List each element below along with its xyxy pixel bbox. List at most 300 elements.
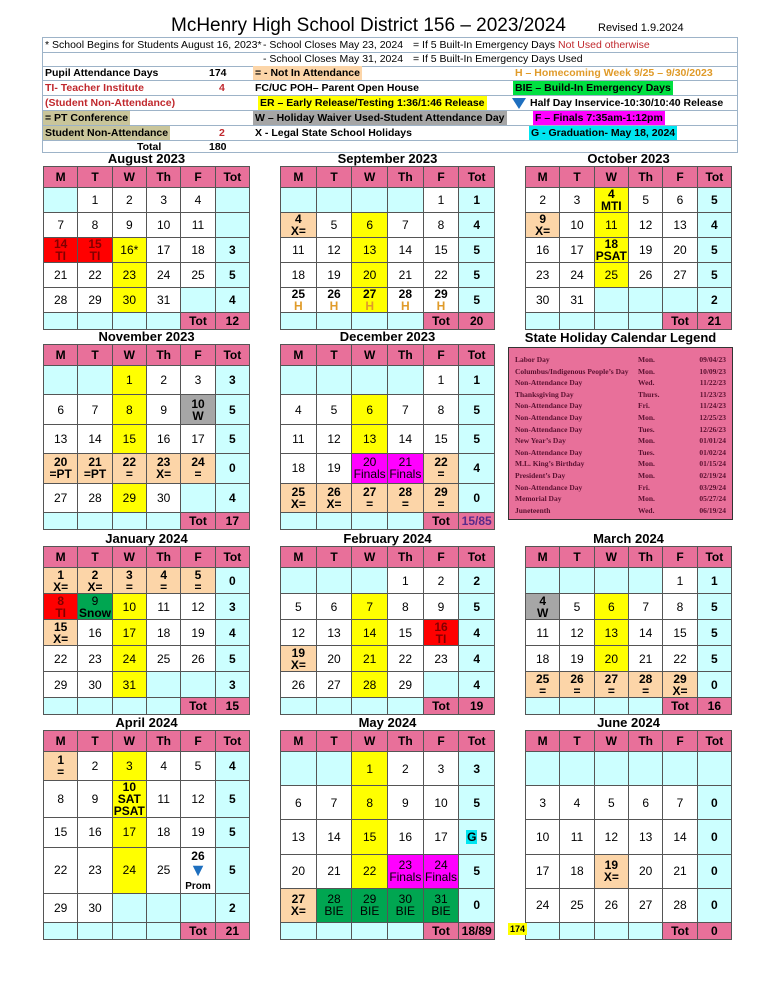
week-total xyxy=(459,425,495,454)
day-cell xyxy=(560,288,594,313)
week-total xyxy=(216,238,250,263)
cell-text: 4 xyxy=(473,625,480,640)
day-cell xyxy=(388,568,424,594)
day-cell xyxy=(629,820,663,854)
month-june-2024 xyxy=(525,716,732,940)
day-cell xyxy=(44,672,78,698)
cell-text: 21 xyxy=(362,651,377,666)
cell-text: 11 xyxy=(157,792,170,807)
weekday-header: Tot xyxy=(698,547,732,568)
day-cell xyxy=(560,672,594,698)
day-cell xyxy=(595,620,629,646)
day-cell xyxy=(388,786,424,820)
legend-row xyxy=(43,126,737,141)
graduation-key: G - Graduation- May 18, 2024 xyxy=(531,127,676,139)
cell-text: 12 xyxy=(327,431,341,446)
day-cell xyxy=(424,855,460,889)
month-title: October 2023 xyxy=(587,151,670,166)
cell-text: = xyxy=(539,683,547,698)
week-total xyxy=(459,288,495,313)
day-cell xyxy=(181,484,215,513)
empty-cell xyxy=(281,923,317,940)
cell-text: 4 xyxy=(228,293,236,307)
cell-text: 5 xyxy=(228,268,236,282)
weekday-header: Th xyxy=(629,167,663,188)
cell-text: 2 xyxy=(710,293,718,307)
day-cell xyxy=(388,646,424,672)
day-cell xyxy=(281,425,317,454)
empty-cell xyxy=(595,923,629,940)
month-total: 21 xyxy=(698,313,732,330)
cell-text: 16 xyxy=(398,829,412,844)
empty-cell xyxy=(78,698,112,715)
day-cell xyxy=(181,672,215,698)
holiday-row xyxy=(515,424,726,436)
day-cell xyxy=(388,484,424,513)
empty-cell xyxy=(352,313,388,330)
holiday-name: New Year’s Day xyxy=(515,436,566,446)
day-cell xyxy=(147,894,181,923)
early-release-key: ER – Early Release/Testing 1:36/1:46 Release xyxy=(260,97,485,109)
cell-text: 2 xyxy=(539,193,546,207)
empty-cell xyxy=(44,698,78,715)
day-cell xyxy=(595,288,629,313)
cell-text: 23 xyxy=(88,651,102,666)
empty-cell xyxy=(317,698,353,715)
day-cell xyxy=(352,238,388,263)
legend-row xyxy=(43,111,737,126)
day-cell xyxy=(424,889,460,923)
cell-text: 13 xyxy=(673,218,687,232)
day-cell xyxy=(317,188,353,213)
cell-text: 29 xyxy=(53,677,68,692)
week-total xyxy=(698,820,732,854)
month-grid xyxy=(525,546,732,715)
cell-text: 3 xyxy=(228,243,236,257)
cell-text: 26 xyxy=(327,484,341,499)
cell-text: 17 xyxy=(122,625,136,640)
cell-text: 23 xyxy=(88,863,102,878)
cell-text: 8 xyxy=(57,792,64,807)
holiday-name: Labor Day xyxy=(515,355,550,364)
cell-text: 0 xyxy=(710,795,718,810)
cell-text: X= xyxy=(290,657,306,672)
cell-text: 15 xyxy=(398,625,412,640)
cell-text: 18 xyxy=(156,825,171,840)
cell-text: H xyxy=(400,299,410,313)
cell-text: 12 xyxy=(570,625,584,640)
cell-text: = xyxy=(125,467,133,482)
empty-cell xyxy=(352,698,388,715)
cell-text: BIE xyxy=(359,904,380,919)
weekday-header: W xyxy=(113,731,147,752)
homecoming-key: H – Homecoming Week 9/25 – 9/30/2023 xyxy=(515,67,713,79)
day-cell xyxy=(281,288,317,313)
day-cell xyxy=(526,889,560,923)
week-total xyxy=(459,366,495,395)
weekday-header: Th xyxy=(388,345,424,366)
holiday-row xyxy=(515,412,726,424)
holiday-row xyxy=(515,354,726,366)
cell-text: TI xyxy=(55,605,66,620)
day-cell xyxy=(629,672,663,698)
cell-text: = xyxy=(642,683,650,698)
weekday-header: W xyxy=(352,167,388,188)
day-cell xyxy=(44,781,78,818)
day-cell xyxy=(113,454,147,483)
cell-text: 5 xyxy=(228,402,236,417)
day-cell xyxy=(281,188,317,213)
weekday-header: Th xyxy=(388,731,424,752)
day-cell xyxy=(424,395,460,424)
cell-text: 5 xyxy=(194,567,202,582)
cell-text: 2 xyxy=(401,761,409,776)
cell-text: 4 xyxy=(228,490,236,505)
cell-text: 12 xyxy=(191,599,205,614)
holiday-date: 01/01/24 xyxy=(699,436,726,446)
week-total xyxy=(459,672,495,698)
empty-cell xyxy=(147,513,181,530)
week-total xyxy=(459,454,495,483)
day-cell xyxy=(317,594,353,620)
week-total xyxy=(698,646,732,672)
day-cell xyxy=(595,263,629,288)
day-cell xyxy=(526,786,560,820)
day-cell xyxy=(181,848,215,894)
month-grid xyxy=(280,730,495,940)
holiday-row xyxy=(515,470,726,482)
cell-text: 25 xyxy=(291,287,305,301)
cell-text: 2 xyxy=(228,900,236,915)
day-cell xyxy=(317,425,353,454)
cell-text: 6 xyxy=(676,193,684,207)
holiday-day: Wed. xyxy=(638,378,655,388)
month-title: September 2023 xyxy=(337,151,438,166)
day-cell xyxy=(317,484,353,513)
cell-text: 25 xyxy=(191,268,205,282)
empty-cell xyxy=(317,923,353,940)
day-cell xyxy=(663,855,697,889)
cell-text: 2 xyxy=(473,573,480,588)
day-cell xyxy=(78,752,112,781)
half-day-triangle-icon: ▼ xyxy=(189,859,207,880)
weekday-header: Th xyxy=(147,547,181,568)
cell-text: 7 xyxy=(401,402,409,417)
month-total-label: Tot xyxy=(424,513,460,530)
holiday-row xyxy=(515,505,726,517)
week-total xyxy=(459,646,495,672)
day-cell xyxy=(595,646,629,672)
cell-text: 3 xyxy=(473,761,480,776)
cell-text: 13 xyxy=(327,625,341,640)
month-total-label: Tot xyxy=(663,923,697,940)
holiday-name: Memorial Day xyxy=(515,494,562,504)
cell-text: 9 xyxy=(401,795,409,810)
day-cell xyxy=(352,672,388,698)
cell-text: 9 xyxy=(160,402,167,417)
day-cell xyxy=(352,568,388,594)
cell-text: 26 xyxy=(570,671,584,686)
holiday-date: 10/09/23 xyxy=(699,366,726,376)
parent-open-house-key: FC/UC POH– Parent Open House xyxy=(255,82,419,94)
total-value: 5 xyxy=(480,829,488,844)
cell-text: X= xyxy=(53,631,69,646)
cell-text: 11 xyxy=(191,218,205,232)
day-cell xyxy=(78,366,112,395)
cell-text: 0 xyxy=(710,864,718,879)
day-cell xyxy=(113,288,147,313)
day-cell xyxy=(147,752,181,781)
cell-text: 5 xyxy=(710,651,718,666)
cell-text: 18 xyxy=(604,237,618,251)
cell-text: 15 xyxy=(53,619,68,634)
day-cell xyxy=(44,288,78,313)
day-cell xyxy=(44,568,78,594)
week-total xyxy=(459,188,495,213)
cell-text: 27 xyxy=(604,671,618,686)
weekday-header: W xyxy=(113,167,147,188)
cell-text: 27 xyxy=(673,268,687,282)
weekday-header: F xyxy=(424,345,460,366)
day-cell xyxy=(526,288,560,313)
cell-text: 10 xyxy=(570,218,584,232)
cell-text: 11 xyxy=(292,243,305,257)
cell-text: MTI xyxy=(600,199,622,213)
cell-text: 17 xyxy=(156,243,171,257)
day-cell xyxy=(281,263,317,288)
holiday-name: Juneteenth xyxy=(515,505,551,515)
day-cell xyxy=(526,594,560,620)
cell-text: 4 xyxy=(294,402,302,417)
cell-text: 2 xyxy=(125,193,133,207)
week-total xyxy=(698,263,732,288)
month-title: December 2023 xyxy=(339,329,436,344)
cell-text: 11 xyxy=(157,599,170,614)
day-cell xyxy=(147,484,181,513)
cell-text: 18 xyxy=(570,864,584,879)
day-cell xyxy=(147,454,181,483)
cell-text: 22 xyxy=(362,864,377,879)
day-cell xyxy=(388,820,424,854)
weekday-header: Th xyxy=(629,731,663,752)
day-cell xyxy=(113,395,147,424)
day-cell xyxy=(317,395,353,424)
empty-cell xyxy=(281,313,317,330)
day-cell xyxy=(560,889,594,923)
empty-cell xyxy=(352,923,388,940)
holiday-name: Non-Attendance Day xyxy=(515,424,583,434)
day-cell xyxy=(352,395,388,424)
day-cell xyxy=(663,238,697,263)
holiday-day: Thurs. xyxy=(638,389,660,399)
cell-text: 5 xyxy=(473,402,480,417)
day-cell xyxy=(424,752,460,786)
cell-text: 16 xyxy=(535,243,550,257)
holiday-date: 11/22/23 xyxy=(699,378,726,388)
day-cell xyxy=(352,288,388,313)
cell-text: 26 xyxy=(291,677,305,692)
weekday-header: F xyxy=(181,731,215,752)
legend-row xyxy=(43,66,737,81)
close1-note-text: = If 5 Built-In Emergency Days xyxy=(413,39,556,51)
cell-text: 10 xyxy=(535,829,550,844)
cell-text: 4 xyxy=(473,218,480,232)
month-title: August 2023 xyxy=(107,151,186,166)
day-cell xyxy=(629,263,663,288)
day-cell xyxy=(663,752,697,786)
empty-cell xyxy=(629,698,663,715)
cell-text: 5 xyxy=(473,864,480,879)
week-total xyxy=(459,620,495,646)
holiday-name: President’s Day xyxy=(515,470,566,480)
cell-text: 21 xyxy=(53,268,68,282)
holiday-day: Mon. xyxy=(638,459,655,469)
holiday-name: Non-Attendance Day xyxy=(515,482,583,492)
cell-text: 30 xyxy=(398,892,412,907)
cell-text: = xyxy=(125,579,133,594)
cell-text: 20 xyxy=(362,268,377,282)
day-cell xyxy=(352,889,388,923)
cell-text: 16 xyxy=(88,625,102,640)
day-cell xyxy=(147,188,181,213)
cell-text: 1 xyxy=(125,373,133,388)
month-total: 0 xyxy=(698,923,732,940)
cell-text: 7 xyxy=(642,599,649,614)
empty-cell xyxy=(526,698,560,715)
week-total xyxy=(698,188,732,213)
cell-text: 24 xyxy=(122,863,136,878)
weekday-header: Tot xyxy=(216,167,250,188)
day-cell xyxy=(388,425,424,454)
holiday-row xyxy=(515,447,726,459)
day-cell xyxy=(352,620,388,646)
cell-text: 10 xyxy=(191,396,205,411)
month-total: 18/89 xyxy=(459,923,495,940)
week-total xyxy=(698,238,732,263)
day-cell xyxy=(113,188,147,213)
cell-text: Snow xyxy=(78,605,111,620)
empty-cell xyxy=(44,313,78,330)
cell-text: 0 xyxy=(710,677,718,692)
close1-note-red: Not Used otherwise xyxy=(558,39,650,51)
legend-row xyxy=(43,52,737,67)
cell-text: 14 xyxy=(327,829,341,844)
cell-text: 5 xyxy=(642,193,649,207)
cell-text: 4 xyxy=(160,567,167,582)
empty-cell xyxy=(352,513,388,530)
day-cell xyxy=(352,820,388,854)
day-cell xyxy=(181,366,215,395)
cell-text: 10 xyxy=(122,780,136,795)
cell-text: PSAT xyxy=(113,804,145,819)
day-cell xyxy=(352,855,388,889)
week-total xyxy=(216,818,250,847)
day-cell xyxy=(147,238,181,263)
holiday-name: Non-Attendance Day xyxy=(515,401,583,411)
cell-text: 17 xyxy=(191,431,205,446)
day-cell xyxy=(78,484,112,513)
day-cell xyxy=(78,568,112,594)
cell-text: 20 xyxy=(327,651,341,666)
day-cell xyxy=(113,646,147,672)
day-cell xyxy=(352,425,388,454)
cell-text: 31 xyxy=(156,293,171,307)
cell-text: 16* xyxy=(120,243,139,257)
weekday-header: T xyxy=(317,731,353,752)
week-total xyxy=(216,484,250,513)
day-cell xyxy=(424,484,460,513)
day-cell xyxy=(147,395,181,424)
day-cell xyxy=(78,188,112,213)
cell-text: 8 xyxy=(437,402,445,417)
day-cell xyxy=(181,894,215,923)
month-january-2024 xyxy=(43,532,250,715)
cell-text: X= xyxy=(326,496,342,511)
cell-text: 1 xyxy=(676,573,684,588)
key-legend xyxy=(42,37,738,153)
holiday-row xyxy=(515,482,726,494)
weekday-header: Tot xyxy=(459,731,495,752)
total-value: 180 xyxy=(209,141,227,153)
month-title: April 2024 xyxy=(115,715,178,730)
cell-text: 12 xyxy=(191,792,205,807)
cell-text: 12 xyxy=(291,625,305,640)
cell-text: 20 xyxy=(638,864,653,879)
cell-text: 30 xyxy=(122,293,136,307)
empty-cell xyxy=(113,313,147,330)
cell-text: 28 xyxy=(362,677,377,692)
day-cell xyxy=(560,855,594,889)
day-cell xyxy=(281,646,317,672)
cell-text: 19 xyxy=(638,243,653,257)
cell-text: 7 xyxy=(330,795,338,810)
day-cell xyxy=(113,848,147,894)
day-cell xyxy=(424,454,460,483)
day-cell xyxy=(352,213,388,238)
holiday-day: Tues. xyxy=(638,447,655,457)
cell-text: 1 xyxy=(401,573,409,588)
weekday-header: Tot xyxy=(459,547,495,568)
day-cell xyxy=(317,889,353,923)
cell-text: PSAT xyxy=(595,249,627,263)
week-total xyxy=(459,855,495,889)
cell-text: TI xyxy=(55,249,66,263)
week-total xyxy=(459,820,495,854)
cell-text: 10 xyxy=(122,599,136,614)
empty-cell xyxy=(388,513,424,530)
week-total xyxy=(216,454,250,483)
cell-text: 1 xyxy=(710,573,718,588)
day-cell xyxy=(181,238,215,263)
cell-text: 13 xyxy=(362,243,377,257)
cell-text: 22 xyxy=(53,651,68,666)
cell-text: SAT xyxy=(117,792,141,807)
cell-text: 27 xyxy=(53,490,68,505)
cell-text: 2 xyxy=(160,373,167,388)
holiday-row xyxy=(515,493,726,505)
cell-text: 24 xyxy=(156,268,171,282)
cell-text: 1 xyxy=(57,753,64,768)
day-cell xyxy=(424,568,460,594)
empty-cell xyxy=(560,923,594,940)
cell-text: 19 xyxy=(327,461,341,476)
holiday-row xyxy=(515,366,726,378)
cell-text: 5 xyxy=(573,599,581,614)
day-cell xyxy=(663,646,697,672)
week-total xyxy=(216,263,250,288)
week-total xyxy=(459,889,495,923)
month-total-label: Tot xyxy=(663,698,697,715)
